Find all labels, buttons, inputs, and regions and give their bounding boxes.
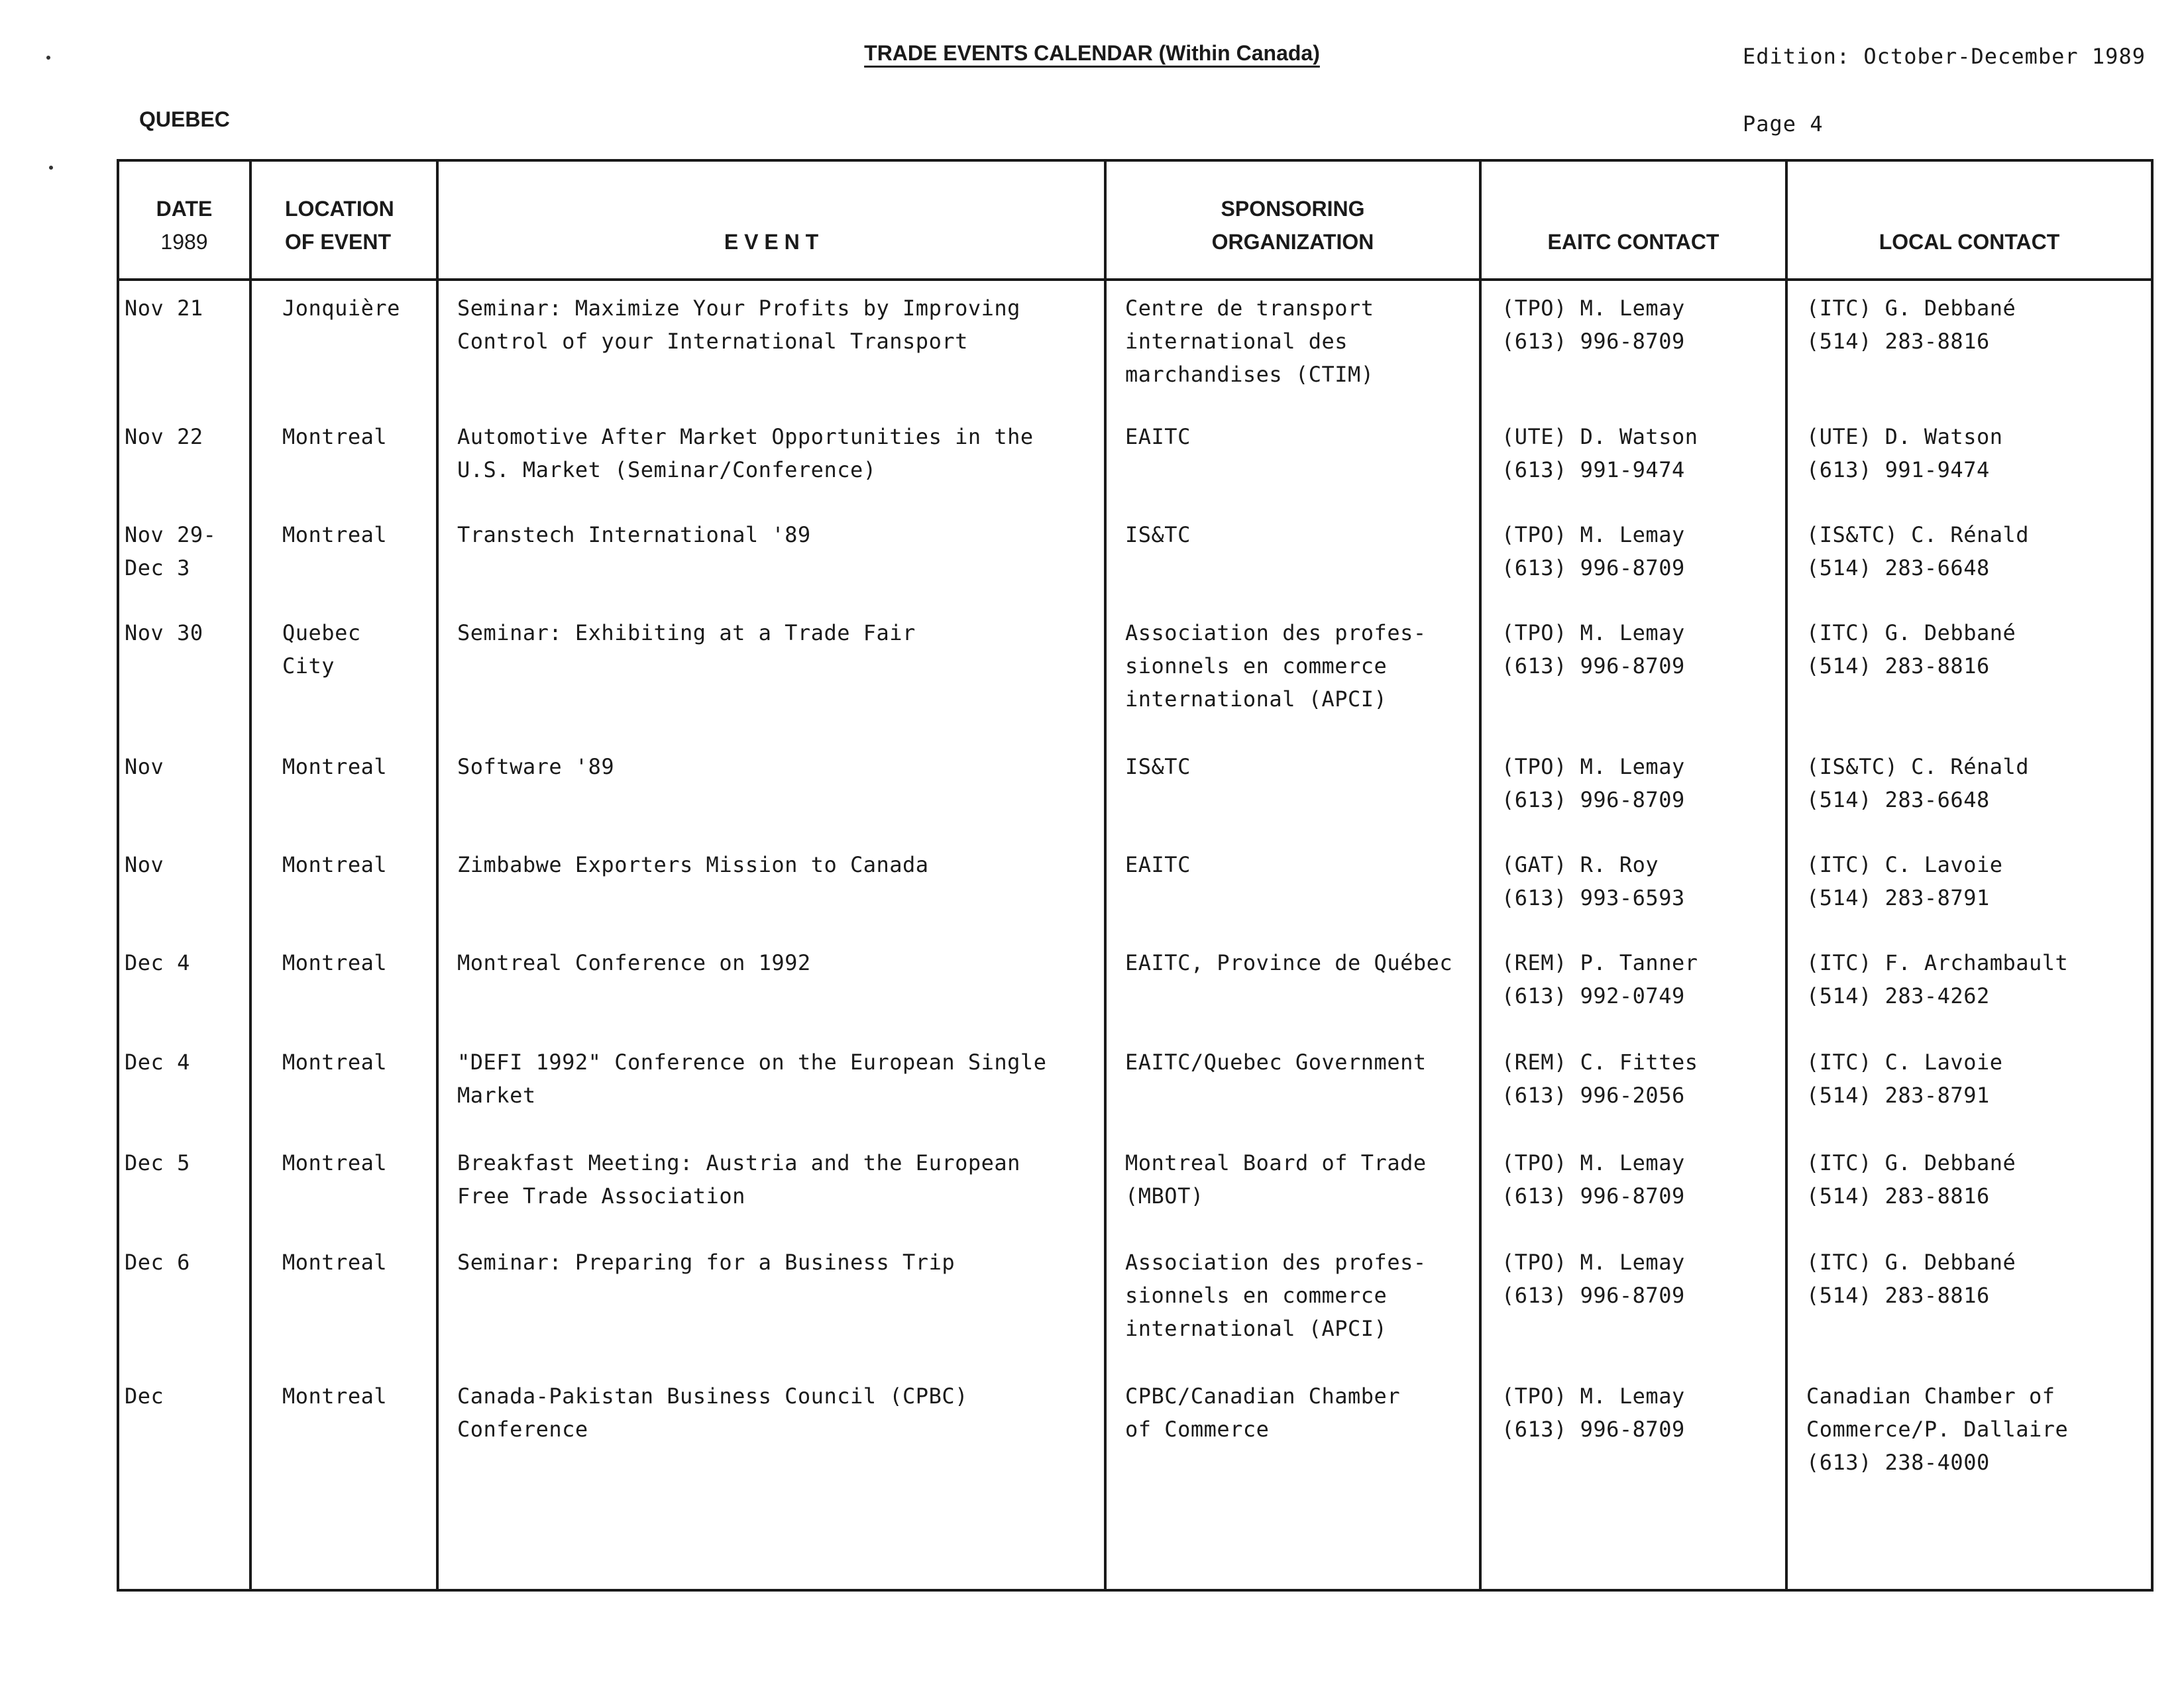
location-line: Montreal (282, 424, 388, 449)
empty-cell (1786, 1570, 2152, 1590)
local-contact-line: Canadian Chamber of (1806, 1383, 2055, 1409)
eaitc-contact-line: (TPO) M. Lemay (1502, 1250, 1685, 1275)
sponsor-line: sionnels en commerce (1125, 1283, 1388, 1308)
local-contact-cell (1786, 838, 2152, 936)
date-line: Nov 29- (125, 522, 217, 547)
event-cell (437, 739, 1105, 838)
local-contact-line: (514) 283-8791 (1806, 1083, 1990, 1108)
table-row (118, 280, 2152, 409)
local-contact-line: (ITC) G. Debbané (1806, 620, 2016, 645)
location-cell (250, 606, 437, 739)
local-contact-line: (UTE) D. Watson (1806, 424, 2003, 449)
date-cell (118, 1369, 250, 1570)
date-line: Dec 5 (125, 1150, 190, 1175)
date-line: Dec 4 (125, 1050, 190, 1075)
column-header-sponsor (1105, 160, 1480, 280)
table-row (118, 1136, 2152, 1235)
eaitc-contact-cell (1480, 936, 1786, 1035)
event-cell (437, 409, 1105, 508)
eaitc-contact-line: (GAT) R. Roy (1502, 852, 1659, 877)
local-contact-line: (514) 283-8816 (1806, 653, 1990, 678)
local-header-label: LOCAL CONTACT (1879, 230, 2060, 254)
eaitc-contact-line: (613) 996-8709 (1502, 329, 1685, 354)
sponsor-cell (1105, 508, 1480, 606)
location-cell (250, 1035, 437, 1136)
location-line: Montreal (282, 852, 388, 877)
eaitc-contact-line: (613) 991-9474 (1502, 457, 1685, 482)
location-cell (250, 838, 437, 936)
location-line: Quebec City (282, 620, 361, 678)
eaitc-contact-cell (1480, 1369, 1786, 1570)
location-cell (250, 936, 437, 1035)
table-row (118, 606, 2152, 739)
local-contact-cell (1786, 739, 2152, 838)
column-header-local (1786, 160, 2152, 280)
sponsor-cell (1105, 1369, 1480, 1570)
location-cell (250, 409, 437, 508)
local-contact-line: (ITC) F. Archambault (1806, 950, 2069, 975)
location-cell (250, 1369, 437, 1570)
location-line: Montreal (282, 754, 388, 779)
sponsor-line: international (APCI) (1125, 1316, 1388, 1341)
sponsor-line: Association des profes- (1125, 1250, 1427, 1275)
column-header-location (250, 160, 437, 280)
local-contact-line: (514) 283-8791 (1806, 885, 1990, 910)
table-row (118, 936, 2152, 1035)
event-line: Conference (457, 1417, 588, 1442)
table-row (118, 1035, 2152, 1136)
location-line: Montreal (282, 950, 388, 975)
date-line: Dec 6 (125, 1250, 190, 1275)
table-row (118, 409, 2152, 508)
location-line: Montreal (282, 1250, 388, 1275)
date-cell (118, 606, 250, 739)
empty-cell (1480, 1570, 1786, 1590)
eaitc-contact-cell (1480, 1136, 1786, 1235)
date-cell (118, 1136, 250, 1235)
event-line: U.S. Market (Seminar/Conference) (457, 457, 877, 482)
table-row (118, 838, 2152, 936)
eaitc-contact-line: (613) 996-8709 (1502, 555, 1685, 580)
margin-dot-lower (49, 166, 53, 170)
local-contact-cell (1786, 508, 2152, 606)
location-line: Montreal (282, 1050, 388, 1075)
column-header-date (118, 160, 250, 280)
date-header-year: 1989 (160, 230, 208, 254)
sponsor-line: CPBC/Canadian Chamber (1125, 1383, 1401, 1409)
local-contact-cell (1786, 1136, 2152, 1235)
local-contact-line: (514) 283-8816 (1806, 1183, 1990, 1209)
sponsor-line: EAITC (1125, 852, 1191, 877)
event-line: Automotive After Market Opportunities in the (457, 424, 1034, 449)
table-row (118, 508, 2152, 606)
empty-cell (250, 1570, 437, 1590)
sponsor-header-line-1: SPONSORING (1221, 197, 1365, 221)
event-line: Software '89 (457, 754, 615, 779)
event-cell (437, 936, 1105, 1035)
event-line: Canada-Pakistan Business Council (CPBC) (457, 1383, 968, 1409)
local-contact-cell (1786, 1035, 2152, 1136)
eaitc-contact-line: (REM) C. Fittes (1502, 1050, 1698, 1075)
local-contact-line: (514) 283-6648 (1806, 787, 1990, 812)
sponsor-header-line-2: ORGANIZATION (1211, 230, 1374, 254)
eaitc-header-label: EAITC CONTACT (1547, 230, 1720, 254)
local-contact-line: (ITC) C. Lavoie (1806, 1050, 2003, 1075)
event-line: Free Trade Association (457, 1183, 745, 1209)
eaitc-contact-line: (TPO) M. Lemay (1502, 522, 1685, 547)
eaitc-contact-cell (1480, 280, 1786, 409)
local-contact-line: (613) 991-9474 (1806, 457, 1990, 482)
location-cell (250, 508, 437, 606)
location-cell (250, 280, 437, 409)
eaitc-contact-line: (REM) P. Tanner (1502, 950, 1698, 975)
local-contact-cell (1786, 936, 2152, 1035)
event-line: Seminar: Maximize Your Profits by Improving (457, 296, 1020, 321)
date-line: Dec (125, 1383, 164, 1409)
date-cell (118, 1235, 250, 1369)
date-cell (118, 838, 250, 936)
event-line: Zimbabwe Exporters Mission to Canada (457, 852, 929, 877)
event-cell (437, 1369, 1105, 1570)
location-cell (250, 1235, 437, 1369)
sponsor-line: IS&TC (1125, 754, 1191, 779)
sponsor-cell (1105, 606, 1480, 739)
table-row (118, 1235, 2152, 1369)
local-contact-line: (IS&TC) C. Rénald (1806, 754, 2030, 779)
sponsor-cell (1105, 280, 1480, 409)
event-line: Montreal Conference on 1992 (457, 950, 811, 975)
location-line: Jonquière (282, 296, 400, 321)
event-cell (437, 1235, 1105, 1369)
event-cell (437, 1035, 1105, 1136)
eaitc-contact-line: (613) 993-6593 (1502, 885, 1685, 910)
location-line: Montreal (282, 522, 388, 547)
date-cell (118, 508, 250, 606)
sponsor-line: EAITC (1125, 424, 1191, 449)
event-line: Seminar: Preparing for a Business Trip (457, 1250, 956, 1275)
eaitc-contact-line: (613) 996-8709 (1502, 1183, 1685, 1209)
local-contact-line: (ITC) C. Lavoie (1806, 852, 2003, 877)
eaitc-contact-cell (1480, 409, 1786, 508)
eaitc-contact-line: (UTE) D. Watson (1502, 424, 1698, 449)
eaitc-contact-line: (TPO) M. Lemay (1502, 1150, 1685, 1175)
events-table (117, 159, 2154, 1592)
date-cell (118, 1035, 250, 1136)
sponsor-line: Association des profes- (1125, 620, 1427, 645)
local-contact-line: (ITC) G. Debbané (1806, 1250, 2016, 1275)
location-header-line-1: LOCATION (285, 197, 394, 221)
sponsor-cell (1105, 838, 1480, 936)
date-cell (118, 409, 250, 508)
table-row (118, 1369, 2152, 1570)
sponsor-line: IS&TC (1125, 522, 1191, 547)
eaitc-contact-line: (TPO) M. Lemay (1502, 754, 1685, 779)
local-contact-line: (613) 238-4000 (1806, 1450, 1990, 1475)
eaitc-contact-cell (1480, 1035, 1786, 1136)
event-cell (437, 838, 1105, 936)
sponsor-line: Montreal Board of Trade (1125, 1150, 1427, 1175)
edition-label: Edition: October-December 1989 (1743, 44, 2146, 69)
local-contact-cell (1786, 1235, 2152, 1369)
sponsor-cell (1105, 409, 1480, 508)
empty-cell (1105, 1570, 1480, 1590)
page-number: Page 4 (1743, 111, 1824, 136)
location-cell (250, 739, 437, 838)
province-heading: QUEBEC (139, 107, 230, 131)
sponsor-line: (MBOT) (1125, 1183, 1204, 1209)
column-header-event (437, 160, 1105, 280)
empty-cell (118, 1570, 250, 1590)
date-line: Nov (125, 754, 164, 779)
local-contact-cell (1786, 409, 2152, 508)
date-header-label: DATE (156, 197, 213, 221)
event-line: Transtech International '89 (457, 522, 811, 547)
eaitc-contact-line: (613) 996-8709 (1502, 787, 1685, 812)
sponsor-line: Centre de transport (1125, 296, 1374, 321)
location-cell (250, 1136, 437, 1235)
table-filler-row (118, 1570, 2152, 1590)
local-contact-line: (IS&TC) C. Rénald (1806, 522, 2030, 547)
sponsor-cell (1105, 1035, 1480, 1136)
event-line: Breakfast Meeting: Austria and the European (457, 1150, 1020, 1175)
local-contact-line: (514) 283-8816 (1806, 1283, 1990, 1308)
eaitc-contact-line: (613) 996-8709 (1502, 1417, 1685, 1442)
date-cell (118, 280, 250, 409)
eaitc-contact-cell (1480, 508, 1786, 606)
location-header-line-2: OF EVENT (285, 230, 392, 254)
eaitc-contact-line: (613) 996-8709 (1502, 1283, 1685, 1308)
date-line: Nov (125, 852, 164, 877)
sponsor-cell (1105, 1235, 1480, 1369)
sponsor-line: sionnels en commerce (1125, 653, 1388, 678)
local-contact-cell (1786, 1369, 2152, 1570)
table-header-row (118, 160, 2152, 280)
event-line: Seminar: Exhibiting at a Trade Fair (457, 620, 916, 645)
eaitc-contact-line: (613) 992-0749 (1502, 983, 1685, 1008)
sponsor-line: international (APCI) (1125, 686, 1388, 712)
sponsor-cell (1105, 936, 1480, 1035)
local-contact-line: (ITC) G. Debbané (1806, 1150, 2016, 1175)
sponsor-line: of Commerce (1125, 1417, 1270, 1442)
eaitc-contact-cell (1480, 606, 1786, 739)
local-contact-cell (1786, 606, 2152, 739)
event-line: "DEFI 1992" Conference on the European Single (457, 1050, 1047, 1075)
eaitc-contact-cell (1480, 739, 1786, 838)
date-cell (118, 936, 250, 1035)
event-line: Market (457, 1083, 536, 1108)
eaitc-contact-line: (613) 996-8709 (1502, 653, 1685, 678)
local-contact-line: Commerce/P. Dallaire (1806, 1417, 2069, 1442)
eaitc-contact-line: (TPO) M. Lemay (1502, 1383, 1685, 1409)
date-line: Nov 22 (125, 424, 203, 449)
event-cell (437, 280, 1105, 409)
eaitc-contact-line: (TPO) M. Lemay (1502, 296, 1685, 321)
empty-cell (437, 1570, 1105, 1590)
sponsor-cell (1105, 1136, 1480, 1235)
table-row (118, 739, 2152, 838)
document-title-text: TRADE EVENTS CALENDAR (Within Canada) (864, 41, 1320, 65)
local-contact-cell (1786, 280, 2152, 409)
date-line: Dec 4 (125, 950, 190, 975)
location-line: Montreal (282, 1383, 388, 1409)
local-contact-line: (514) 283-8816 (1806, 329, 1990, 354)
event-cell (437, 1136, 1105, 1235)
local-contact-line: (514) 283-4262 (1806, 983, 1990, 1008)
sponsor-line: EAITC, Province de Québec (1125, 950, 1453, 975)
local-contact-line: (ITC) G. Debbané (1806, 296, 2016, 321)
date-line: Nov 21 (125, 296, 203, 321)
date-cell (118, 739, 250, 838)
local-contact-line: (514) 283-6648 (1806, 555, 1990, 580)
sponsor-line: marchandises (CTIM) (1125, 362, 1374, 387)
event-cell (437, 606, 1105, 739)
event-cell (437, 508, 1105, 606)
date-line: Nov 30 (125, 620, 203, 645)
event-line: Control of your International Transport (457, 329, 968, 354)
eaitc-contact-cell (1480, 838, 1786, 936)
sponsor-cell (1105, 739, 1480, 838)
column-header-eaitc (1480, 160, 1786, 280)
date-line: Dec 3 (125, 555, 190, 580)
location-line: Montreal (282, 1150, 388, 1175)
event-header-label: E V E N T (724, 230, 819, 254)
eaitc-contact-line: (613) 996-2056 (1502, 1083, 1685, 1108)
eaitc-contact-line: (TPO) M. Lemay (1502, 620, 1685, 645)
sponsor-line: international des (1125, 329, 1348, 354)
eaitc-contact-cell (1480, 1235, 1786, 1369)
sponsor-line: EAITC/Quebec Government (1125, 1050, 1427, 1075)
